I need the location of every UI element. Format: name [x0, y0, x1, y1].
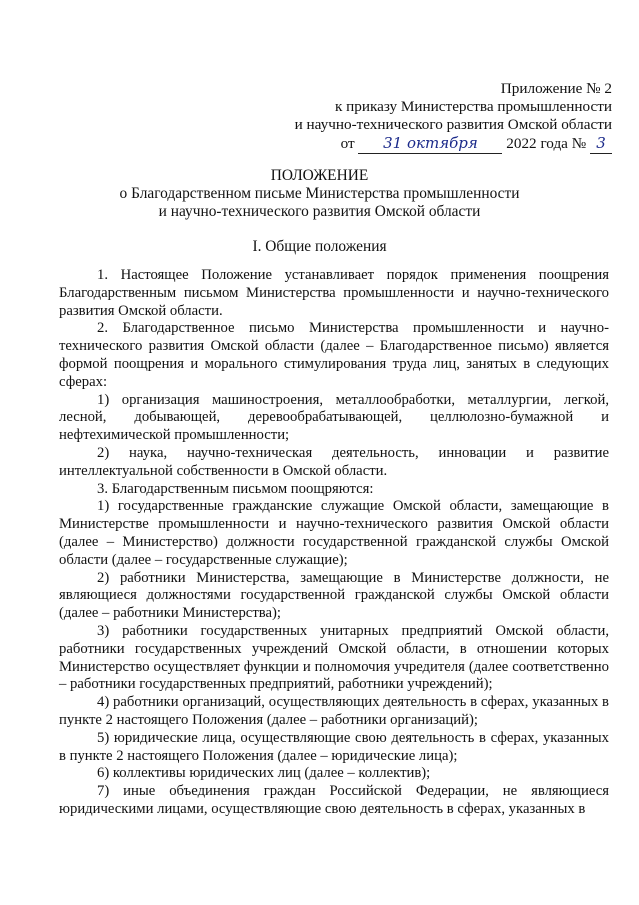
paragraph: 1) государственные гражданские служащие Омской области, замещающие в Министерстве промышленности и научно-технического развития Омской области (далее – Министерство) должности государственной гражданской службы Омской области (далее – государственные служащие);	[59, 498, 609, 568]
paragraph: 2) работники Министерства, замещающие в Министерстве должности, не являющиеся должностями государственной гражданской службы Омской области (далее – работники Министерства);	[59, 569, 609, 622]
section-title: I. Общие положения	[252, 238, 387, 255]
paragraph: 3) работники государственных унитарных предприятий Омской области, работники государственных учреждений Омской области, в отношении которых Министерство осуществляет функции и полномочия учредителя (далее соответственно – работники государственных предприятий, работники учреждений);	[59, 622, 609, 693]
paragraph: 5) юридические лица, осуществляющие свою деятельность в сферах, указанных в пункте 2 настоящего Положения (далее – юридические лица);	[59, 729, 609, 764]
appendix-order-ref: к приказу Министерства промышленности	[334, 98, 612, 115]
document-subtitle-line-1: о Благодарственном письме Министерства промышленности	[119, 185, 520, 202]
document-subtitle-line-2: и научно-технического развития Омской области	[158, 203, 481, 220]
paragraph: 4) работники организаций, осуществляющих деятельность в сферах, указанных в пункте 2 настоящего Положения (далее – работники организаций);	[59, 694, 609, 728]
handwritten-date: 31 октября	[383, 134, 478, 152]
appendix-number: Приложение № 2	[500, 80, 612, 97]
order-date-line	[295, 134, 612, 154]
document-heading: ПОЛОЖЕНИЕ	[270, 167, 369, 184]
paragraph: 2. Благодарственное письмо Министерства промышленности и научно-технического развития Омской области (далее – Благодарственное письмо) является формой поощрения и морального стимулирования труда лиц, занятых в следующих сферах:	[59, 320, 609, 390]
paragraph: 6) коллективы юридических лиц (далее – коллектив);	[97, 765, 431, 782]
paragraph: 2) наука, научно-техническая деятельность, инновации и развитие интеллектуальной собственности в Омской области.	[59, 444, 609, 479]
number-blank	[590, 134, 612, 154]
appendix-ministry: и научно-технического развития Омской области	[294, 116, 612, 133]
appendix-header	[295, 80, 612, 154]
paragraph: 1) организация машиностроения, металлообработки, металлургии, легкой, лесной, добывающей, деревообрабатывающей, целлюлозно-бумажной и нефтехимической промышленности;	[59, 391, 609, 444]
paragraph: 1. Настоящее Положение устанавливает порядок применения поощрения Благодарственным письмом Министерства промышленности и научно-технического развития Омской области.	[59, 267, 609, 319]
document-title-block	[0, 167, 639, 221]
paragraph: 3. Благодарственным письмом поощряются:	[97, 480, 374, 497]
handwritten-number: 3	[596, 134, 606, 152]
year-text: 2022 года №	[506, 135, 587, 152]
date-prefix: от	[340, 135, 355, 152]
date-blank	[358, 134, 502, 154]
document-body	[59, 267, 609, 819]
paragraph: 7) иные объединения граждан Российской Федерации, не являющиеся юридическими лицами, осуществляющие свою деятельность в сферах, указанных в	[59, 783, 609, 817]
